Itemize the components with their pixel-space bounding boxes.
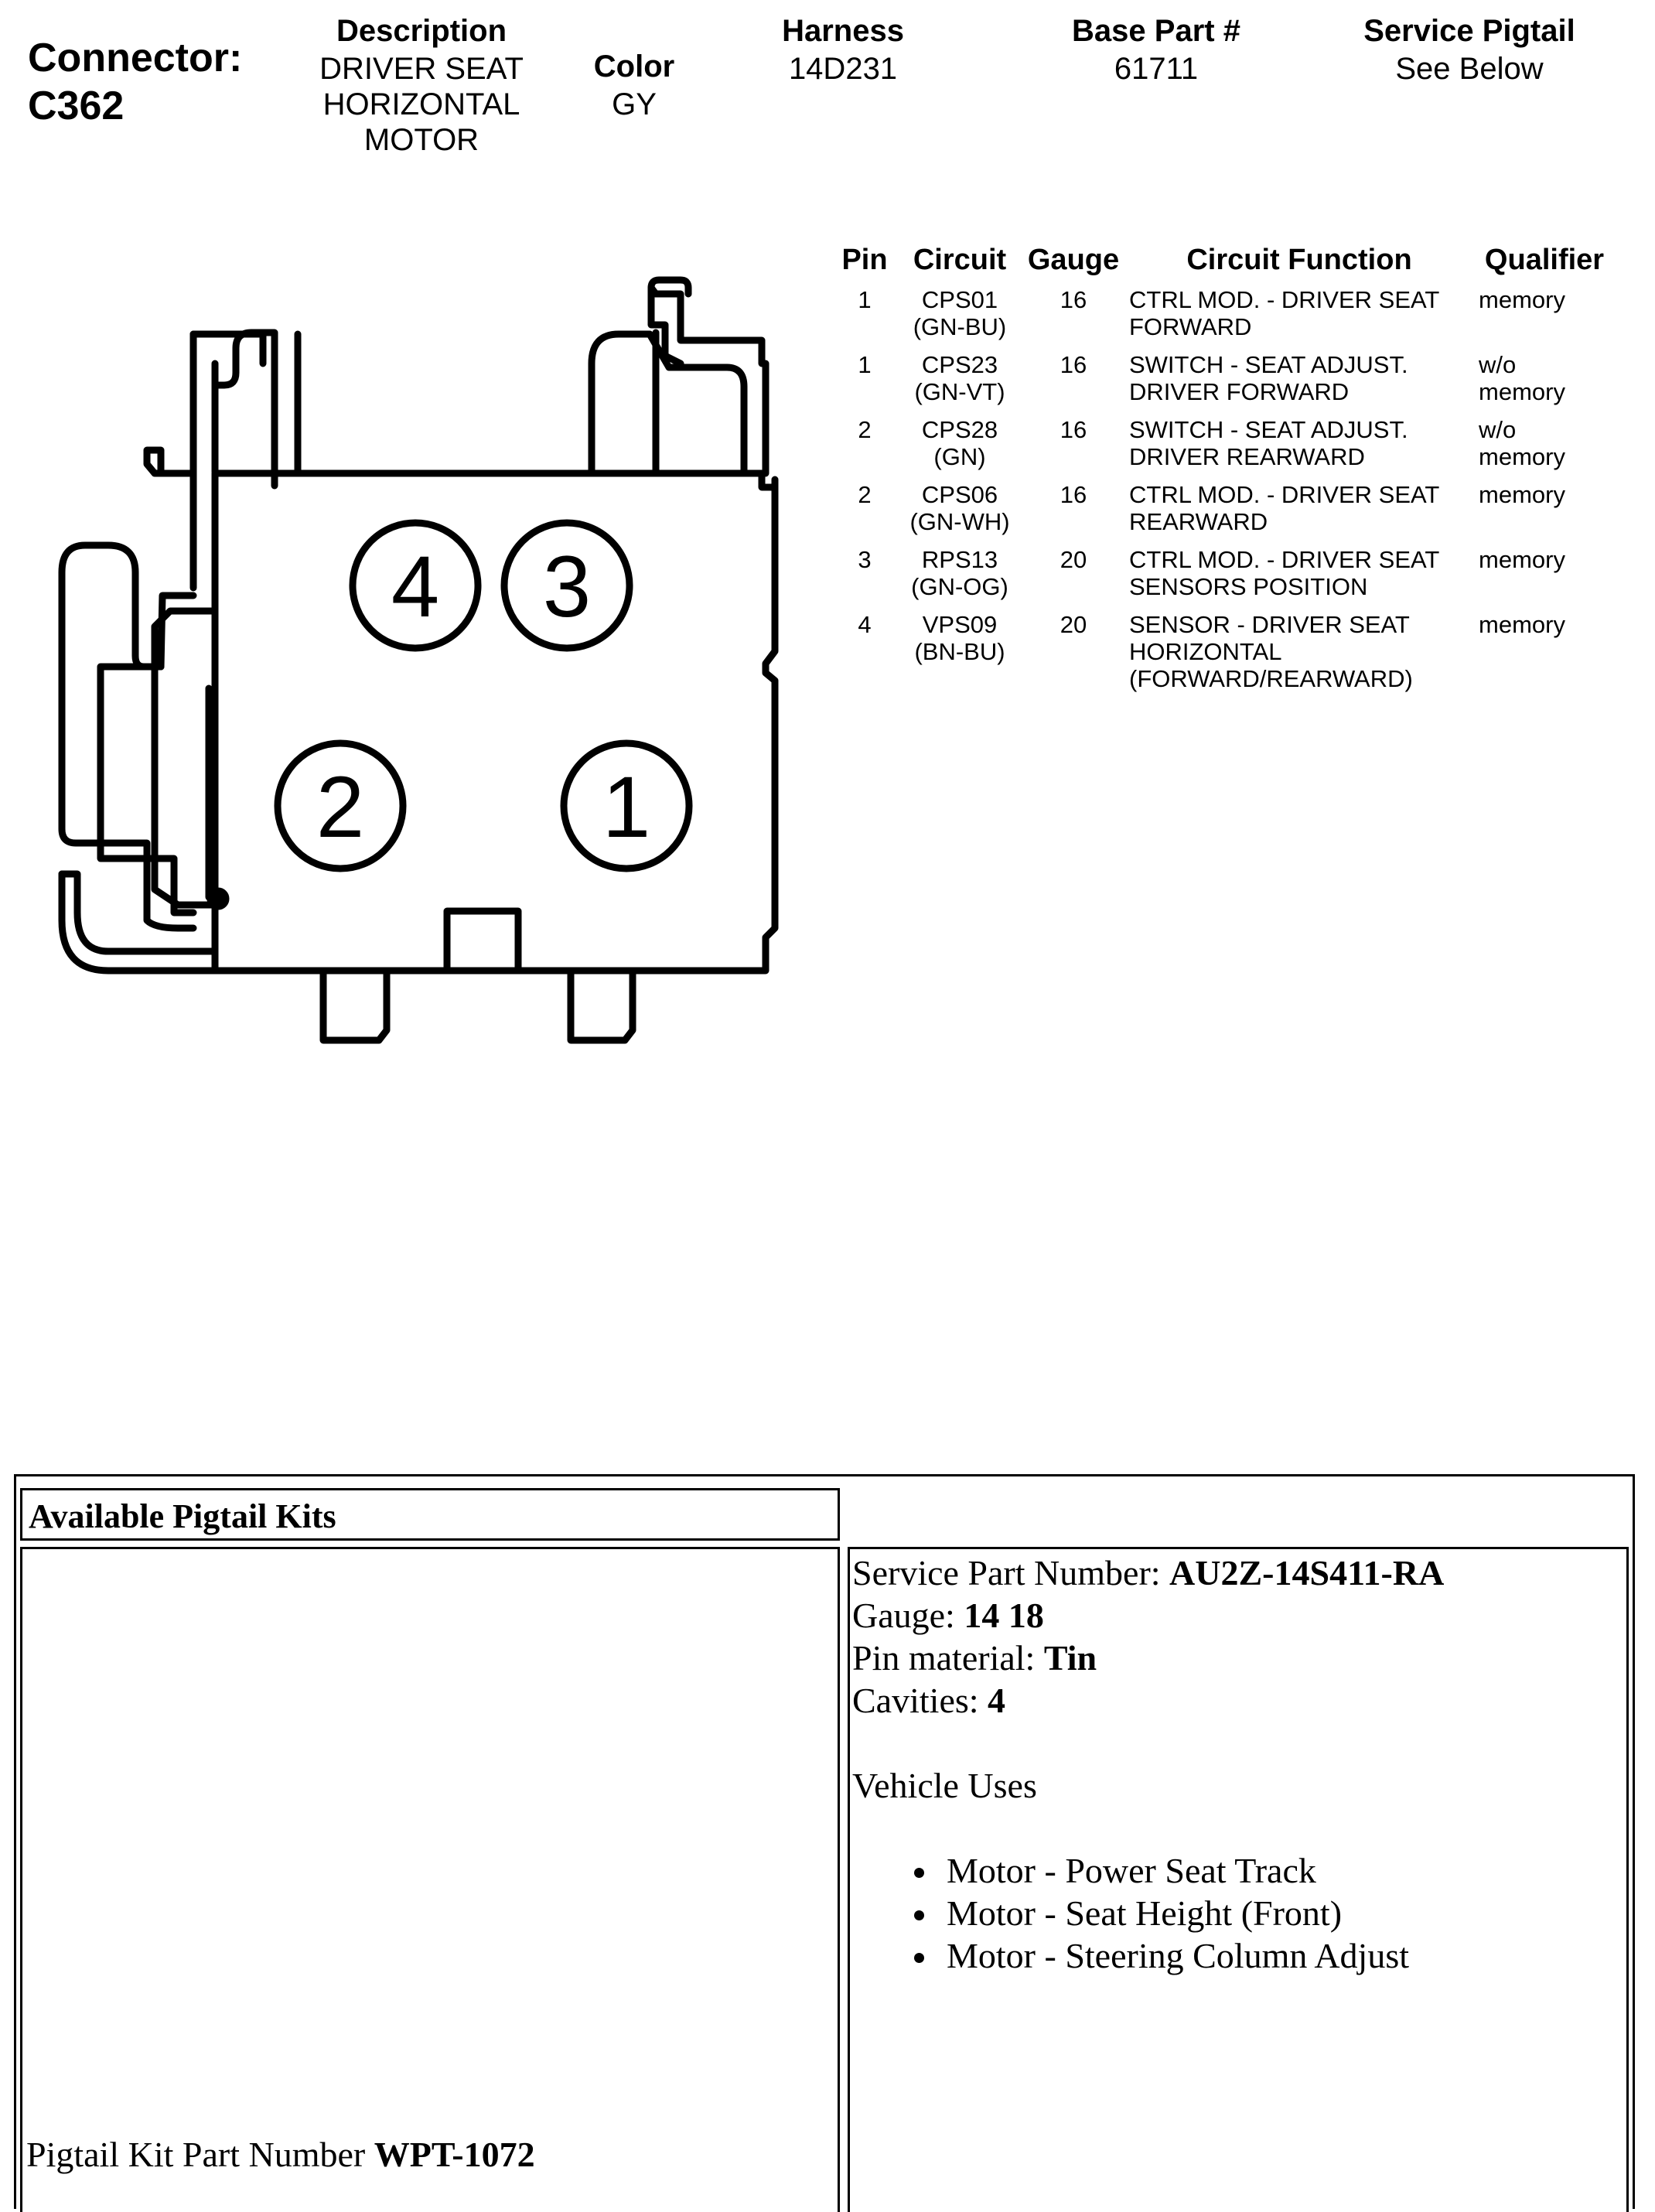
gauge-cell: 20: [1060, 611, 1087, 638]
function-line: CTRL MOD. - DRIVER SEAT: [1129, 481, 1440, 508]
gauge-cell: 16: [1060, 351, 1087, 378]
circuit-color: (GN-BU): [913, 313, 1007, 340]
col-pin: Pin: [841, 244, 888, 276]
gauge-cell: 16: [1060, 416, 1087, 443]
qualifier-cell: [1474, 285, 1615, 350]
qualifier-cell: [1474, 480, 1615, 544]
pigtail-kits-title: Available Pigtail Kits: [20, 1488, 840, 1541]
base-part-value: 61711: [1114, 52, 1199, 86]
function-cell: [1124, 480, 1474, 544]
service-part-value: AU2Z-14S411-RA: [1169, 1553, 1445, 1592]
function-line: HORIZONTAL: [1129, 638, 1282, 665]
qualifier-line: memory: [1479, 481, 1565, 508]
qualifier-line: memory: [1479, 443, 1565, 470]
cavities-row: [852, 1679, 1444, 1722]
circuit-cell: [897, 544, 1022, 609]
circuit-color: (BN-BU): [914, 638, 1005, 665]
function-cell: [1124, 544, 1474, 609]
function-cell: [1124, 285, 1474, 350]
circuit-color: (GN-WH): [909, 508, 1010, 535]
function-line: DRIVER REARWARD: [1129, 443, 1365, 470]
circuit-cell: [897, 350, 1022, 415]
table-row: [832, 350, 1615, 415]
pin-number-3: 3: [542, 538, 592, 635]
table-row: [832, 415, 1615, 480]
service-part-label: Service Part Number:: [852, 1553, 1170, 1592]
kit-part-value: WPT-1072: [374, 2135, 535, 2174]
pin-number-2: 2: [316, 759, 365, 855]
base-part-heading: Base Part #: [1072, 14, 1240, 48]
pin-material-label: Pin material:: [852, 1638, 1044, 1678]
function-line: DRIVER FORWARD: [1129, 378, 1350, 405]
circuit-code: VPS09: [922, 611, 998, 638]
key-notch: [447, 911, 518, 971]
circuit-color: (GN-VT): [914, 378, 1005, 405]
gauge-cell: 16: [1060, 481, 1087, 508]
circuit-cell: [897, 285, 1022, 350]
color-heading: Color: [593, 49, 675, 84]
service-pigtail-value: See Below: [1395, 52, 1544, 86]
col-qualifier: Qualifier: [1484, 244, 1605, 276]
function-line: SWITCH - SEAT ADJUST.: [1129, 351, 1408, 378]
circuit-code: CPS01: [921, 286, 998, 313]
function-line: FORWARD: [1129, 313, 1252, 340]
circuit-cell: [897, 609, 1022, 701]
gauge-label: Gauge:: [852, 1596, 964, 1635]
description-line: DRIVER SEAT: [319, 52, 524, 86]
pin-cell: 4: [858, 611, 872, 638]
function-line: CTRL MOD. - DRIVER SEAT: [1129, 286, 1440, 313]
pigtail-image-panel: [20, 1547, 840, 2212]
circuit-color: (GN): [933, 443, 986, 470]
qualifier-line: memory: [1479, 611, 1565, 638]
col-circuit-function: Circuit Function: [1186, 244, 1412, 276]
pin-table-header: [832, 241, 1615, 285]
pin-table: [832, 241, 1615, 701]
qualifier-cell: [1474, 350, 1615, 415]
service-pigtail-column: [1330, 11, 1609, 87]
col-gauge: Gauge: [1027, 244, 1120, 276]
connector-housing-outline: [215, 473, 775, 971]
harness-heading: Harness: [782, 14, 904, 48]
col-circuit: Circuit: [913, 244, 1007, 276]
function-cell: [1124, 609, 1474, 701]
function-line: CTRL MOD. - DRIVER SEAT: [1129, 546, 1440, 573]
function-line: REARWARD: [1129, 508, 1268, 535]
pin-cell: 2: [858, 416, 872, 443]
bullet-icon: [914, 1910, 924, 1920]
table-row: [832, 480, 1615, 544]
list-item: [852, 1892, 1444, 1934]
function-cell: [1124, 415, 1474, 480]
harness-value: 14D231: [788, 52, 898, 86]
vehicle-use: Motor - Seat Height (Front): [947, 1893, 1343, 1933]
bullet-icon: [914, 1953, 924, 1963]
qualifier-cell: [1474, 415, 1615, 480]
vehicle-uses-label: Vehicle Uses: [852, 1766, 1037, 1805]
circuit-color: (GN-OG): [911, 573, 1008, 600]
qualifier-line: w/o: [1479, 416, 1517, 443]
table-row: [832, 544, 1615, 609]
pin-material-value: Tin: [1043, 1638, 1097, 1678]
description-heading: Description: [336, 14, 507, 48]
circuit-cell: [897, 480, 1022, 544]
base-part-column: [1036, 11, 1276, 87]
pin-number-4: 4: [391, 538, 440, 635]
list-item: [852, 1849, 1444, 1892]
function-line: SENSOR - DRIVER SEAT: [1129, 611, 1410, 638]
description-line: MOTOR: [363, 123, 479, 157]
pin-cell: 2: [858, 481, 872, 508]
table-row: [832, 609, 1615, 701]
bottom-tab-right: [571, 971, 633, 1040]
qualifier-cell: [1474, 609, 1615, 701]
function-cell: [1124, 350, 1474, 415]
circuit-code: CPS06: [921, 481, 998, 508]
service-part-row: [852, 1551, 1444, 1594]
circuit-code: CPS23: [921, 351, 998, 378]
bottom-tab-left: [323, 971, 387, 1040]
circuit-cell: [897, 415, 1022, 480]
pigtail-info: [852, 1551, 1444, 1977]
color-value: GY: [612, 87, 657, 121]
pin-number-1: 1: [602, 759, 651, 855]
function-line: SENSORS POSITION: [1129, 573, 1368, 600]
pin-cell: 1: [858, 286, 872, 313]
vehicle-use: Motor - Power Seat Track: [947, 1851, 1316, 1890]
vehicle-uses-list: [852, 1849, 1444, 1977]
connector-face-diagram: [0, 0, 804, 1083]
qualifier-line: memory: [1479, 546, 1565, 573]
circuit-code: RPS13: [921, 546, 998, 573]
pin-material-row: [852, 1637, 1444, 1679]
list-item: [852, 1934, 1444, 1977]
connector-label: Connector:: [28, 36, 243, 80]
vehicle-use: Motor - Steering Column Adjust: [947, 1936, 1409, 1975]
qualifier-line: memory: [1479, 286, 1565, 313]
circuit-code: CPS28: [921, 416, 998, 443]
gauge-cell: 20: [1060, 546, 1087, 573]
qualifier-cell: [1474, 544, 1615, 609]
kit-part-label: Pigtail Kit Part Number: [26, 2135, 374, 2174]
cavities-label: Cavities:: [852, 1681, 988, 1720]
table-row: [832, 285, 1615, 350]
function-line: SWITCH - SEAT ADJUST.: [1129, 416, 1408, 443]
function-line: (FORWARD/REARWARD): [1129, 665, 1413, 692]
qualifier-line: memory: [1479, 378, 1565, 405]
qualifier-line: w/o: [1479, 351, 1517, 378]
gauge-cell: 16: [1060, 286, 1087, 313]
pin-cell: 1: [858, 351, 872, 378]
bullet-icon: [914, 1868, 924, 1878]
pin-cell: 3: [858, 546, 872, 573]
pigtail-kit-part-number: [26, 2133, 535, 2176]
gauge-value: 14 18: [964, 1596, 1044, 1635]
connector-id: C362: [28, 84, 125, 128]
cavities-value: 4: [988, 1681, 1006, 1720]
gauge-row: [852, 1594, 1444, 1637]
description-line: HORIZONTAL: [322, 87, 520, 121]
service-pigtail-heading: Service Pigtail: [1363, 14, 1575, 48]
